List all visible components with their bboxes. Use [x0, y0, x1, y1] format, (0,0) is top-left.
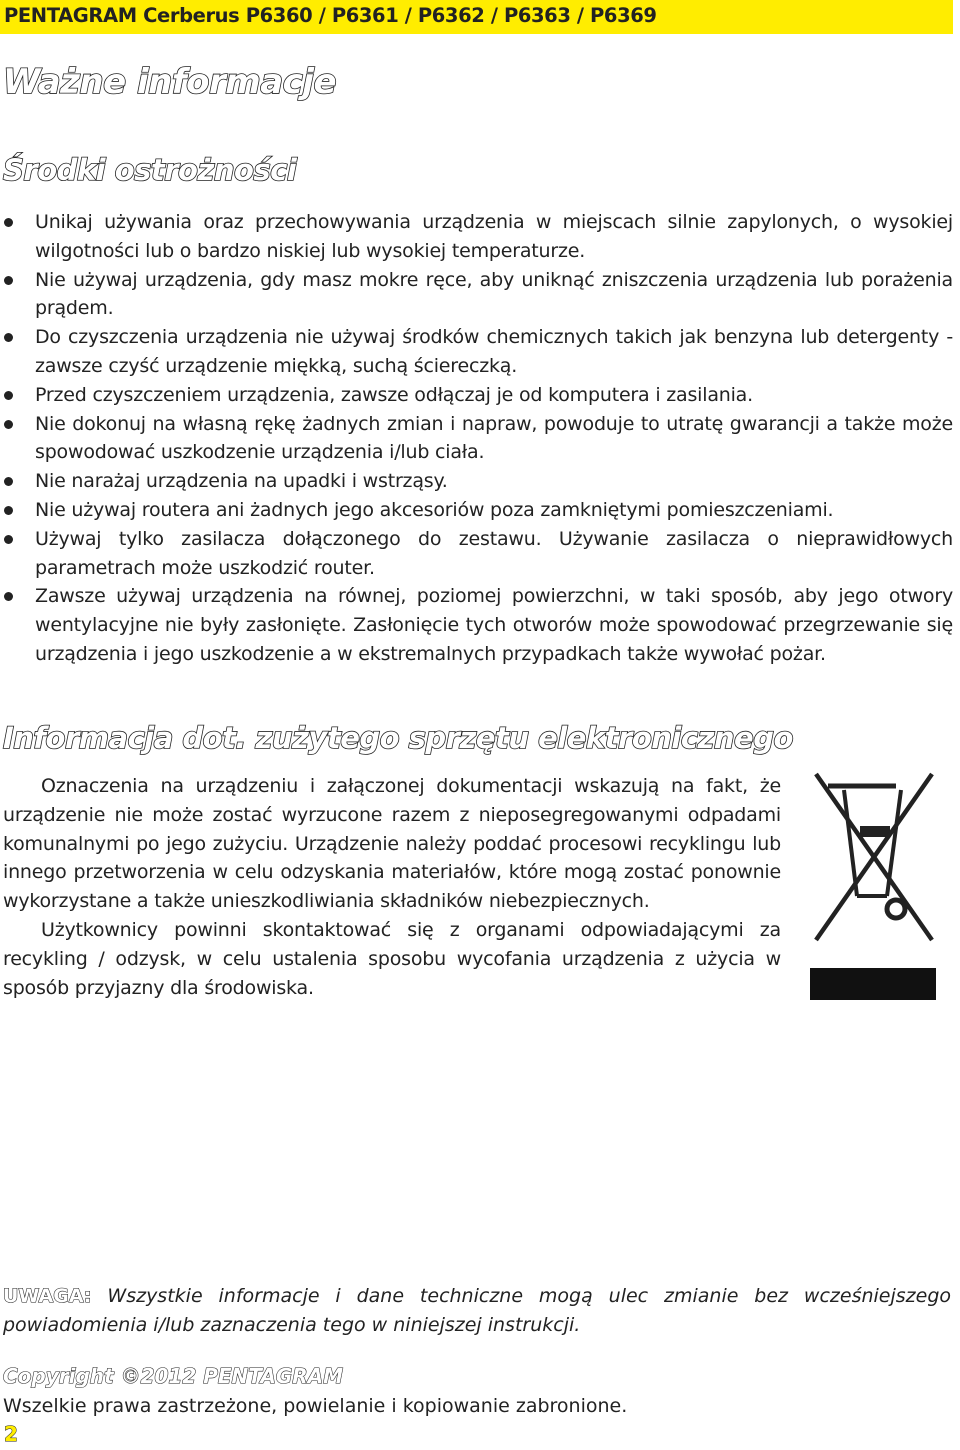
precaution-item [0, 496, 953, 525]
crossed-out-wheelie-bin-icon [808, 768, 936, 1000]
bullet-icon [3, 390, 14, 401]
precaution-text: Nie używaj urządzenia, gdy masz mokre ręce, aby uniknąć zniszczenia urządzenia lub porażenia prądem. [35, 268, 953, 320]
notice-label: UWAGA: [3, 1285, 92, 1307]
precaution-text: Nie narażaj urządzenia na upadki i wstrząsy. [35, 470, 448, 493]
precautions-list [0, 208, 953, 669]
precaution-item [0, 381, 953, 410]
header-title: PENTAGRAM Cerberus P6360 / P6361 / P6362 / P6363 / P6369 [4, 4, 657, 27]
copyright: Copyright ©2012 PENTAGRAM [3, 1364, 344, 1388]
precaution-item [0, 266, 953, 324]
precaution-text: Do czyszczenia urządzenia nie używaj środków chemicznych takich jak benzyna lub detergenty - zawsze czyść urządzenie miękką, suchą ściereczką. [35, 326, 953, 377]
bullet-icon [3, 275, 14, 286]
bullet-icon [3, 217, 14, 228]
bullet-icon [3, 476, 14, 487]
precaution-item [0, 208, 953, 266]
precautions-heading: Środki ostrożności [3, 153, 297, 187]
weee-heading: Informacja dot. zużytego sprzętu elektronicznego [3, 721, 793, 755]
rights-notice: Wszelkie prawa zastrzeżone, powielanie i kopiowanie zabronione. [3, 1395, 628, 1417]
precaution-text: Używaj tylko zasilacza dołączonego do zestawu. Używanie zasilacza o nieprawidłowych parametrach może uszkodzić router. [35, 527, 953, 579]
precaution-text: Zawsze używaj urządzenia na równej, poziomej powierzchni, w taki sposób, aby jego otwory wentylacyjne nie były zasłonięte. Zasłonięcie tych otworów może spowodować przegrzewanie się urządzenia i jego uszkodzenie a w ekstremalnych przypadkach także wywołać pożar. [35, 585, 953, 665]
page-title: Ważne informacje [3, 62, 337, 102]
bullet-icon [3, 419, 14, 430]
bullet-icon [3, 591, 14, 602]
notice [3, 1282, 951, 1340]
precaution-text: Unikaj używania oraz przechowywania urządzenia w miejscach silnie zapylonych, o wysokiej wilgotności lub o bardzo niskiej lub wysokiej temperaturze. [35, 211, 953, 262]
precaution-text: Przed czyszczeniem urządzenia, zawsze odłączaj je od komputera i zasilania. [35, 383, 753, 406]
precaution-text: Nie używaj routera ani żadnych jego akcesoriów poza zamkniętymi pomieszczeniami. [35, 498, 834, 521]
precaution-text: Nie dokonuj na własną rękę żadnych zmian i napraw, powoduje to utratę gwarancji a także może spowodować uszkodzenie urządzenia i/lub ciała. [35, 412, 953, 464]
precaution-item [0, 525, 953, 583]
weee-paragraph-2: Użytkownicy powinni skontaktować się z organami odpowiadającymi za recykling / odzysk, w celu ustalenia sposobu wycofania urządzenia z użycia w sposób przyjazny dla środowiska. [3, 918, 781, 999]
precaution-item [0, 467, 953, 496]
bullet-icon [3, 505, 14, 516]
precaution-item [0, 582, 953, 668]
notice-text: Wszystkie informacje i dane techniczne mogą ulec zmianie bez wcześniejszego powiadomienia i/lub zaznaczenia tego w niniejszej instrukcji. [3, 1285, 952, 1336]
bullet-icon [3, 534, 14, 545]
precaution-item [0, 410, 953, 468]
page-number: 2 [4, 1422, 18, 1446]
precaution-item [0, 323, 953, 381]
bullet-icon [3, 332, 14, 343]
weee-paragraph-1: Oznaczenia na urządzeniu i załączonej dokumentacji wskazują na fakt, że urządzenie nie może zostać wyrzucone razem z nieposegregowanymi odpadami komunalnymi po jego zużyciu. Urządzenie należy poddać procesowi recyklingu lub innego przetworzenia w celu odzyskania materiałów, które mogą zostać ponownie wykorzystane a także unieszkodliwiania składników niebezpiecznych. [3, 775, 781, 913]
weee-text [3, 772, 781, 1002]
